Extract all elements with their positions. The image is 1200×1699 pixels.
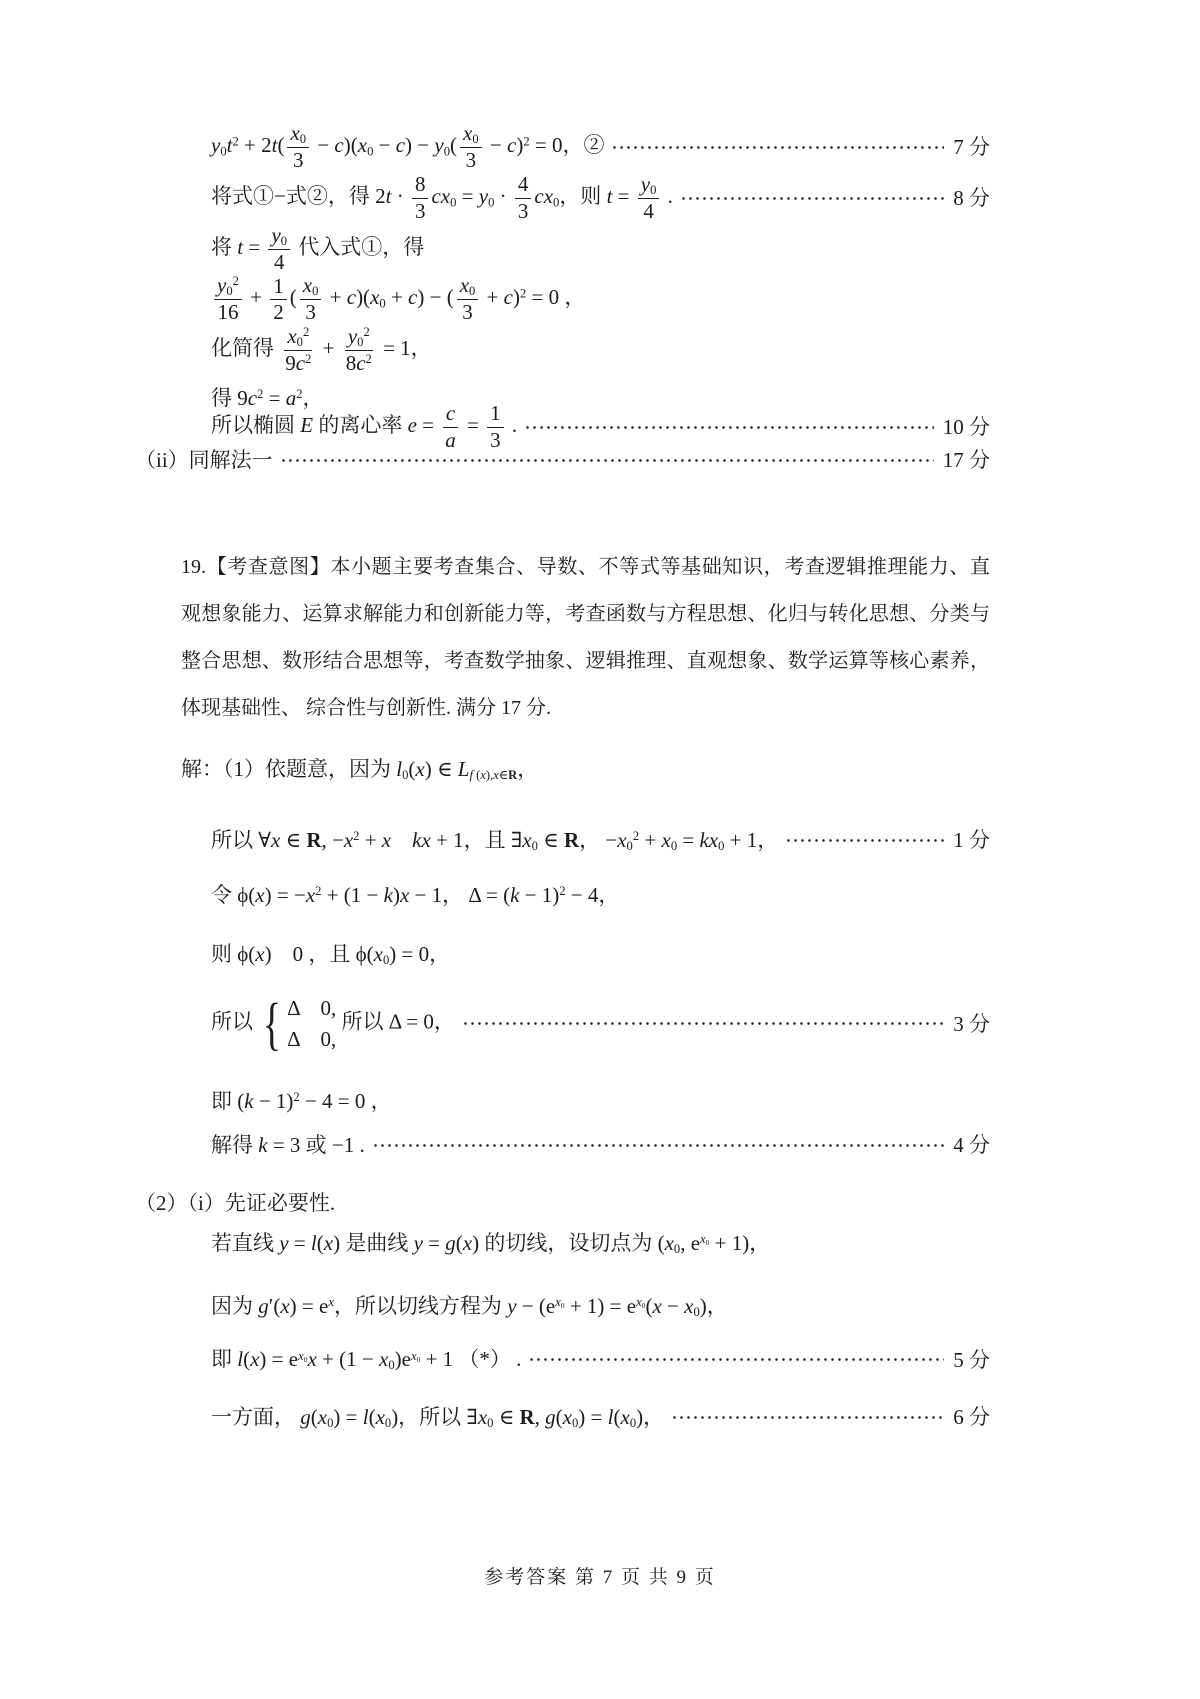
formula: （ii）同解法一 (135, 448, 273, 473)
formula: 即 $l(x) = e^{x0}x + (1 - x0)e^{x0} + 1$ （*） . (211, 1347, 522, 1373)
formula: 得 $9c^2 = a^2$， (211, 385, 324, 410)
score-label: 7 分 (953, 135, 990, 160)
formula: 令 $\phi(x) = -x^2 + (1 - k)x - 1$， $\Delta = (k - 1)^2 - 4$， (211, 882, 620, 907)
dot-leader (524, 425, 934, 430)
formula: 若直线 y = l(x) 是曲线 y = g(x) 的切线，设切点为 (x0, $e^{x0} + 1$)， (211, 1231, 771, 1257)
paragraph-line: 观想象能力、运算求解能力和创新能力等，考查函数与方程思想、化归与转化思想、分类与 (181, 603, 990, 626)
sol-line-k-equation (211, 1087, 990, 1115)
sol-line-forall-exists (211, 826, 990, 855)
eq-line-substitute (211, 224, 990, 275)
score-label: 5 分 (953, 1347, 990, 1372)
paragraph-line: 体现基础性、 综合性与创新性. 满分 17 分. (181, 697, 551, 720)
eq-line-2-numbered (211, 122, 990, 173)
formula: 将 t = $\frac{y0}{4}$ 代入式①，得 (211, 222, 425, 274)
score-label: 17 分 (942, 448, 990, 473)
formula: 所以 ∀x ∈ R, $-x^2 + x$ kx + 1，且 ∃x0 ∈ R， $-x0^2 + x0 = kx0 + 1$， (211, 827, 779, 853)
paragraph-line: 19.【考查意图】本小题主要考查集合、导数、不等式等基础知识，考查逻辑推理能力、直 (181, 556, 990, 579)
sol-line-k-solution (211, 1131, 990, 1159)
eq-line-expanded (211, 274, 990, 325)
dot-leader (462, 1021, 944, 1026)
dot-leader (671, 1415, 944, 1420)
dot-leader (372, 1143, 944, 1148)
sol-line-necessity-header (135, 1189, 990, 1217)
sol-line-delta-system (211, 991, 990, 1057)
formula: 解：（1）依题意，因为 l0(x) ∈ Lf (x),x∈R， (181, 757, 539, 783)
paragraph-line: 整合思想、数形结合思想等，考查数学抽象、逻辑推理、直观想象、数学运算等核心素养， (181, 650, 990, 673)
score-label: 10 分 (942, 414, 990, 439)
eq-line-simplified-ellipse (211, 325, 990, 376)
page-footer: 参考答案 第 7 页 共 9 页 (484, 1567, 716, 1588)
score-label: 8 分 (953, 185, 990, 210)
formula: 所以 { Δ 0, Δ 0, 所以 Δ = 0， (211, 991, 455, 1057)
question19-intent-paragraph (181, 544, 990, 732)
sol-line-one-direction (211, 1403, 990, 1432)
sol-line-phi-conditions (211, 940, 990, 969)
dot-leader (785, 838, 944, 843)
score-label: 6 分 (953, 1404, 990, 1429)
line-same-as-method1 (135, 446, 990, 474)
dot-leader (680, 196, 944, 201)
score-label: 4 分 (953, 1133, 990, 1158)
formula: 所以椭圆 E 的离心率 e = $\frac{c}{a}$ = $\frac{1}{3}$ . (211, 401, 518, 452)
section-question19-solution (135, 755, 990, 1431)
eq-line-subtract (211, 173, 990, 224)
formula: 化简得 $\frac{x0^2}{9c^2}$ + $\frac{y0^2}{8c^2}$ = 1， (211, 324, 432, 376)
dot-leader (528, 1357, 944, 1362)
formula: $\frac{y0^2}{16}$ + $\frac{1}{2}$ ( $\frac{x0}{3}$ + c)(x0 + c) − ( $\frac{x0}{3}$ + c)$^2$ = 0 ， (211, 274, 585, 325)
formula: $y0t^2 + 2t$( $\frac{x0}{3}$ − c)(x0 − c) − y0( $\frac{x0}{3}$ − c)$^2$ = 0，② (211, 121, 605, 173)
section-question18 (135, 122, 990, 474)
formula: 解得 k = 3 或 −1 . (211, 1133, 365, 1158)
formula: （2）（i）先证必要性. (135, 1190, 336, 1215)
score-label: 1 分 (953, 828, 990, 852)
dot-leader (611, 145, 944, 150)
dot-leader (280, 458, 934, 463)
sol-line-l-expression (211, 1345, 990, 1374)
formula: 因为 $g'(x) = e^x$，所以切线方程为 $y - (e^{x0} + 1) = e^{x0}(x - x0)$， (211, 1294, 728, 1320)
formula: 将式①−式②，得 2t · $\frac{8}{3}$ cx0 = y0 · $\frac{4}{3}$ cx0，则 t = $\frac{y0}{4}$ . (211, 171, 673, 223)
score-label: 3 分 (953, 1011, 990, 1036)
eq-line-eccentricity (211, 402, 990, 452)
formula: 即 $(k - 1)^2 - 4 = 0$ ， (211, 1089, 392, 1114)
sol-line-tangent-setup (211, 1229, 990, 1258)
sol-line-define-phi (211, 881, 990, 909)
formula: 则 ϕ(x) 0 ，且 ϕ(x0) = 0， (211, 942, 451, 968)
sol-line-premise (181, 755, 990, 784)
sol-line-tangent-equation (211, 1292, 990, 1321)
formula: 一方面， g(x0) = l(x0)，所以 ∃x0 ∈ R, g(x0) = l(x0)， (211, 1404, 665, 1430)
